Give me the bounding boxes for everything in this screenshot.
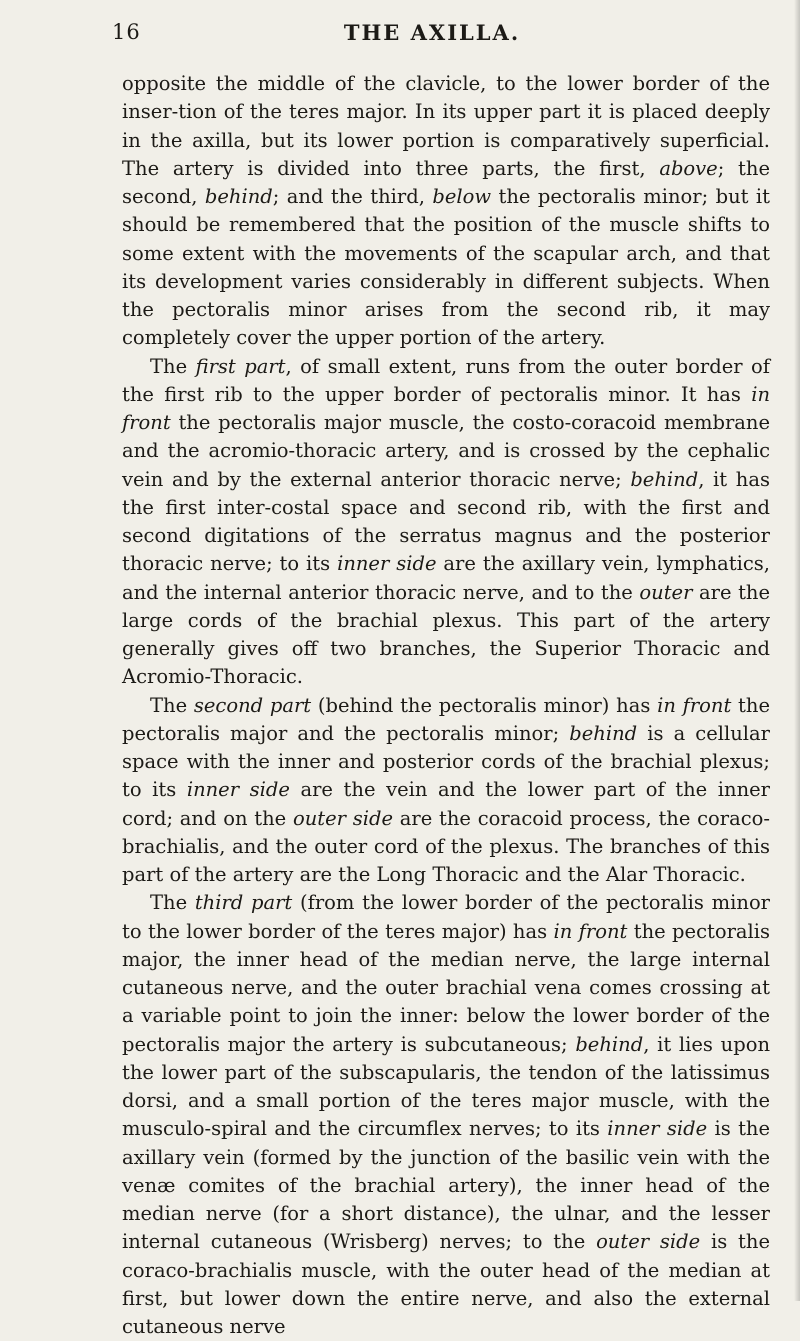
text-run: are the coracoid process, the coraco-brachialis, and the outer cord of the plexus. The branches of this part of the artery are the Long Thoracic and the Alar Thoracic. — [122, 806, 770, 886]
text-run: the pectoralis major muscle, the costo-coracoid membrane and the acromio-thoracic artery, and is crossed by the cephalic vein and by the external anterior thoracic nerve; — [122, 411, 770, 491]
italic-text-run: below — [432, 185, 492, 208]
text-run: is the coraco-brachialis muscle, with the outer head of the median at first, but lower down the entire nerve, and also the external cutaneous nerve — [122, 1230, 770, 1338]
body-text — [122, 70, 770, 1341]
italic-text-run: in front — [657, 693, 732, 717]
italic-text-run: behind — [569, 721, 638, 745]
scan-edge-shadow — [794, 0, 800, 1301]
italic-text-run: outer side — [596, 1230, 701, 1254]
italic-text-run: behind — [630, 467, 699, 491]
text-run: the pectoralis major and the pectoralis minor; — [122, 693, 770, 745]
paragraph-2 — [122, 353, 770, 692]
text-run: are the large cords of the brachial plexus. This part of the artery generally gives off two branches, the Superior Thoracic and Acromio-Thoracic. — [122, 580, 770, 689]
text-run: is the axillary vein (formed by the junction of the basilic vein with the venæ comites of the brachial artery), the inner head of the median nerve (for a short distance), the ulnar, and the lesser internal cutaneous (Wrisberg) nerves; to the — [122, 1117, 771, 1254]
text-run: , it has the first inter-costal space and second rib, with the first and second digitations of the serratus magnus and the posterior thoracic nerve; to its — [122, 467, 770, 576]
text-run: The — [150, 354, 196, 378]
text-run: , it lies upon the lower part of the subscapularis, the tendon of the latissimus dorsi, and a small portion of the teres major muscle, with the musculo-spiral and the circumflex nerves; to its — [122, 1032, 771, 1141]
text-run: , of small extent, runs from the outer border of the first rib to the upper border of pectoralis minor. It has — [122, 354, 770, 406]
italic-text-run: second part — [193, 693, 312, 717]
italic-text-run: first part — [195, 354, 286, 378]
text-run: are the vein and the lower part of the inner cord; and on the — [122, 778, 771, 830]
paragraph-1 — [122, 70, 770, 353]
italic-text-run: above — [659, 156, 718, 180]
text-run: The — [150, 693, 194, 717]
text-run: The — [150, 891, 195, 915]
italic-text-run: third part — [194, 891, 293, 915]
page-header — [112, 20, 752, 44]
paragraph-4 — [122, 889, 770, 1341]
italic-text-run: inner side — [186, 778, 290, 802]
text-run: is a cellular space with the inner and posterior cords of the brachial plexus; to its — [122, 721, 770, 802]
italic-text-run: inner side — [337, 552, 437, 576]
text-run: (from the lower border of the pectoralis minor to the lower border of the teres major) has — [122, 891, 770, 943]
italic-text-run: in front — [553, 919, 628, 943]
text-run: ; the second, — [122, 156, 770, 208]
italic-text-run: outer — [639, 580, 693, 604]
paragraph-3 — [122, 692, 770, 890]
page-number: 16 — [112, 20, 141, 44]
text-run: are the axillary vein, lymphatics, and the internal anterior thoracic nerve, and to the — [122, 552, 771, 604]
text-run: the pectoralis major, the inner head of the median nerve, the large internal cutaneous nerve, and the outer brachial vena comes crossing at a variable point to join the inner: below the lower border of the pectoralis major the artery is subcutaneous; — [122, 919, 770, 1056]
italic-text-run: behind — [204, 185, 273, 208]
italic-text-run: outer side — [292, 806, 394, 830]
text-run: the pectoralis minor; but it should be remembered that the position of the muscle shifts to some extent with the movements of the scapular arch, and that its development varies considerably in different subjects. When the pectoralis minor arises from the second rib, it may completely cover the upper portion of the artery. — [122, 185, 770, 350]
text-run: (behind the pectoralis minor) has — [311, 693, 658, 717]
italic-text-run: behind — [575, 1032, 644, 1056]
text-run: ; and the third, — [272, 185, 433, 208]
italic-text-run: in front — [122, 382, 770, 434]
text-run: opposite the middle of the clavicle, to the lower border of the inser-tion of the teres major. In its upper part it is placed deeply in the axilla, but its lower portion is comparatively superficial. The artery is divided into three parts, the first, — [122, 72, 770, 180]
running-head: THE AXILLA. — [343, 20, 521, 45]
italic-text-run: inner side — [607, 1117, 708, 1141]
